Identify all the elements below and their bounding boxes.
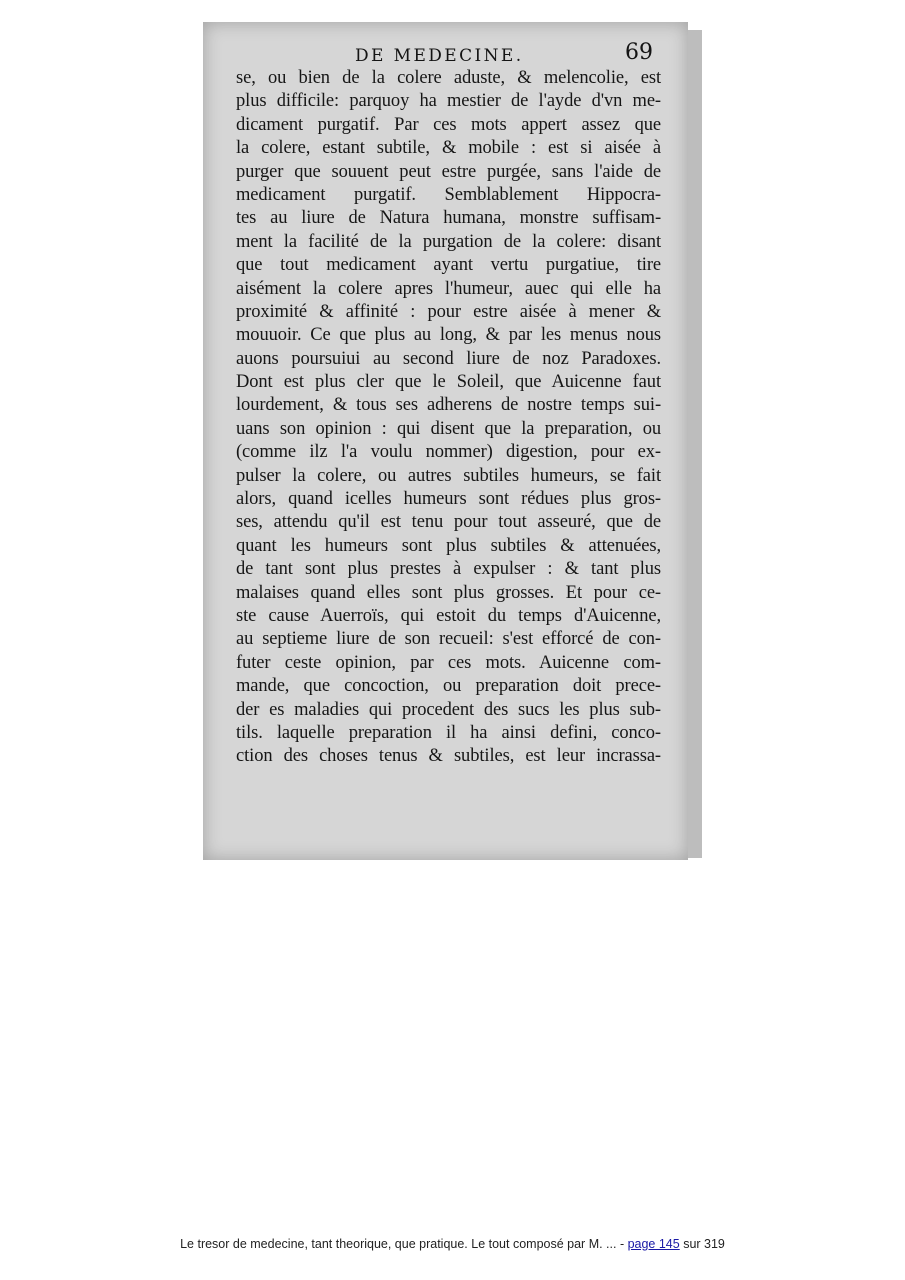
text-line: que tout medicament ayant vertu purgatiue, tire (236, 255, 661, 276)
footer (0, 1237, 905, 1251)
text-line: de tant sont plus prestes à expulser : & tant plus (236, 559, 661, 580)
text-line: tes au liure de Natura humana, monstre suffisam- (236, 208, 661, 229)
page-number: 69 (625, 40, 653, 65)
running-title: DE MEDECINE. (355, 46, 524, 66)
text-line: la colere, estant subtile, & mobile : est si aisée à (236, 138, 661, 159)
text-line: purger que souuent peut estre purgée, sans l'aide de (236, 161, 661, 182)
text-line: ction des choses tenus & subtiles, est leur incrassa- (236, 746, 661, 767)
text-line: mouuoir. Ce que plus au long, & par les menus nous (236, 325, 661, 346)
text-line: quant les humeurs sont plus subtiles & attenuées, (236, 535, 661, 556)
page-link[interactable]: page 145 (627, 1237, 680, 1251)
text-line: futer ceste opinion, par ces mots. Auicenne com- (236, 652, 661, 673)
text-line: lourdement, & tous ses adherens de nostre temps sui- (236, 395, 661, 416)
text-line: au septieme liure de son recueil: s'est efforcé de con- (236, 629, 661, 650)
footer-total: sur 319 (679, 1237, 725, 1251)
text-line: der es maladies qui procedent des sucs les plus sub- (236, 699, 661, 720)
text-line: Dont est plus cler que le Soleil, que Auicenne faut (236, 372, 661, 393)
text-line: alors, quand icelles humeurs sont rédues plus gros- (236, 489, 661, 510)
text-line: malaises quand elles sont plus grosses. Et pour ce- (236, 582, 661, 603)
text-line: mande, que concoction, ou preparation doit prece- (236, 676, 661, 697)
text-line: auons poursuiui au second liure de noz Paradoxes. (236, 348, 661, 369)
text-line: dicament purgatif. Par ces mots appert assez que (236, 114, 661, 135)
text-line: uans son opinion : qui disent que la preparation, ou (236, 418, 661, 439)
text-line: proximité & affinité : pour estre aisée à mener & (236, 301, 661, 322)
text-line: pulser la colere, ou autres subtiles humeurs, se fait (236, 465, 661, 486)
text-line: ste cause Auerroïs, qui estoit du temps d'Auicenne, (236, 605, 661, 626)
text-line: ses, attendu qu'il est tenu pour tout asseuré, que de (236, 512, 661, 533)
text-line: se, ou bien de la colere aduste, & melencolie, est (236, 68, 661, 88)
running-head (355, 40, 665, 68)
text-line: tils. laquelle preparation il ha ainsi defini, conco- (236, 722, 661, 743)
text-line: plus difficile: parquoy ha mestier de l'ayde d'vn me- (236, 91, 661, 112)
body-text (236, 67, 661, 769)
text-line: medicament purgatif. Semblablement Hippocra- (236, 184, 661, 205)
footer-title: Le tresor de medecine, tant theorique, que pratique. Le tout composé par M. ... - (180, 1237, 628, 1251)
text-line: (comme ilz l'a voulu nommer) digestion, pour ex- (236, 442, 661, 463)
text-line: aisément la colere apres l'humeur, auec qui elle ha (236, 278, 661, 299)
text-line: ment la facilité de la purgation de la colere: disant (236, 231, 661, 252)
